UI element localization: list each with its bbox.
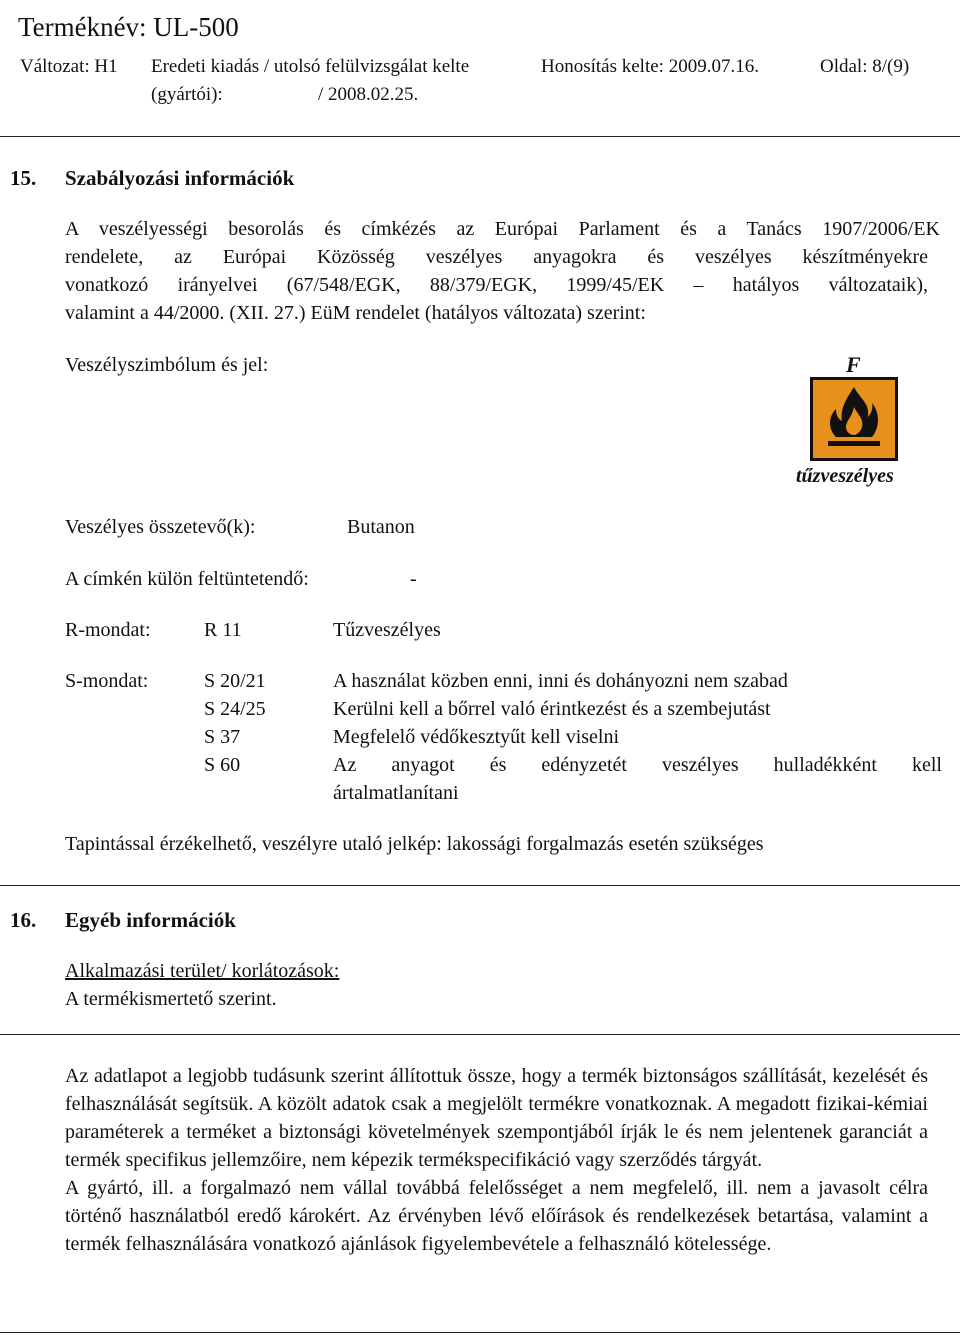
version-label: Változat: H1 [20,56,118,77]
tactile-warning-note: Tapintással érzékelhető, veszélyre utaló jelkép: lakossági forgalmazás esetén szükséges [65,833,764,855]
hazard-symbol-caption: tűzveszélyes [796,465,894,487]
intro-line-1: A veszélyességi besorolás és címkézés az Európai Parlament és a Tanács 1907/2006/EK [65,218,940,240]
localization-date: Honosítás kelte: 2009.07.16. [541,56,759,77]
s-phrase-label: S-mondat: [65,670,149,692]
page-title: Terméknév: UL-500 [18,12,239,42]
section-15-number: 15. [10,166,37,190]
section-16-number: 16. [10,908,37,932]
intro-line-4: valamint a 44/2000. (XII. 27.) EüM rendelet (hatályos változata) szerint: [65,302,646,324]
disclaimer-paragraph-1: Az adatlapot a legjobb tudásunk szerint állítottuk össze, hogy a termék biztonságos szállítását, kezelését és felhasználását segítsük. A közölt adatok csak a megjelölt termékre vonatkoznak. A megadott fizikai-kémiai paraméterek a terméket a biztonsági követelmények szempontjából írják le és nem jelentenek garanciát a termék specifikus jellemzőire, nem képezik termékspecifikáció vagy szerződés tárgyát. [65,1065,928,1171]
section-15-title: Szabályozási információk [65,166,295,190]
s-phrase-code: S 60 [204,754,241,776]
disclaimer-divider [0,1034,960,1035]
s-phrase-code: S 20/21 [204,670,266,692]
page-number: Oldal: 8/(9) [820,56,910,77]
issue-date: / 2008.02.25. [318,84,419,105]
usage-label: Alkalmazási terület/ korlátozások: [65,960,340,982]
s-phrase-text: Az anyagot és edényzetét veszélyes hulladékként kell [333,754,942,776]
section-divider [0,885,960,886]
section-16-title: Egyéb információk [65,908,236,932]
s-phrase-text: A használat közben enni, inni és dohányozni nem szabad [333,670,788,692]
header-divider [0,136,960,137]
disclaimer-block [65,1062,928,1258]
disclaimer-paragraph-2: A gyártó, ill. a forgalmazó nem vállal továbbá felelősséget a nem megfelelő, ill. nem a javasolt célra történő használatból eredő károkért. Az érvényben lévő előírások és rendelkezések betartása, valamint a termék felhasználására vonatkozó ajánlások figyelembevétele a felhasználó kötelessége. [65,1177,928,1255]
hazard-symbol-letter: F [846,352,861,377]
label-note-value: - [410,568,417,590]
label-note-label: A címkén külön feltüntetendő: [65,568,309,590]
intro-line-2: rendelete, az Európai Közösség veszélyes anyagokra és veszélyes készítményekre [65,246,928,268]
s-phrase-text: Kerülni kell a bőrrel való érintkezést és a szembejutást [333,698,771,720]
hazardous-components-label: Veszélyes összetevő(k): [65,516,256,538]
s-phrase-code: S 24/25 [204,698,266,720]
hazardous-components-value: Butanon [347,516,415,538]
r-phrase-text: Tűzveszélyes [333,619,441,641]
flammable-hazard-icon [810,377,898,461]
r-phrase-label: R-mondat: [65,619,151,641]
intro-line-3: vonatkozó irányelvei (67/548/EGK, 88/379/EGK, 1999/45/EK – hatályos változataik), [65,274,928,296]
footer-divider [0,1332,960,1333]
s-phrase-text-continued: ártalmatlanítani [333,782,459,804]
hazard-symbol-label: Veszélyszimbólum és jel: [65,354,269,376]
s-phrase-text: Megfelelő védőkesztyűt kell viselni [333,726,620,748]
usage-value: A termékismertető szerint. [65,988,277,1010]
r-phrase-code: R 11 [204,619,242,641]
s-phrase-code: S 37 [204,726,241,748]
issue-label-continued: (gyártói): [151,84,223,105]
issue-label: Eredeti kiadás / utolsó felülvizsgálat kelte [151,56,470,77]
